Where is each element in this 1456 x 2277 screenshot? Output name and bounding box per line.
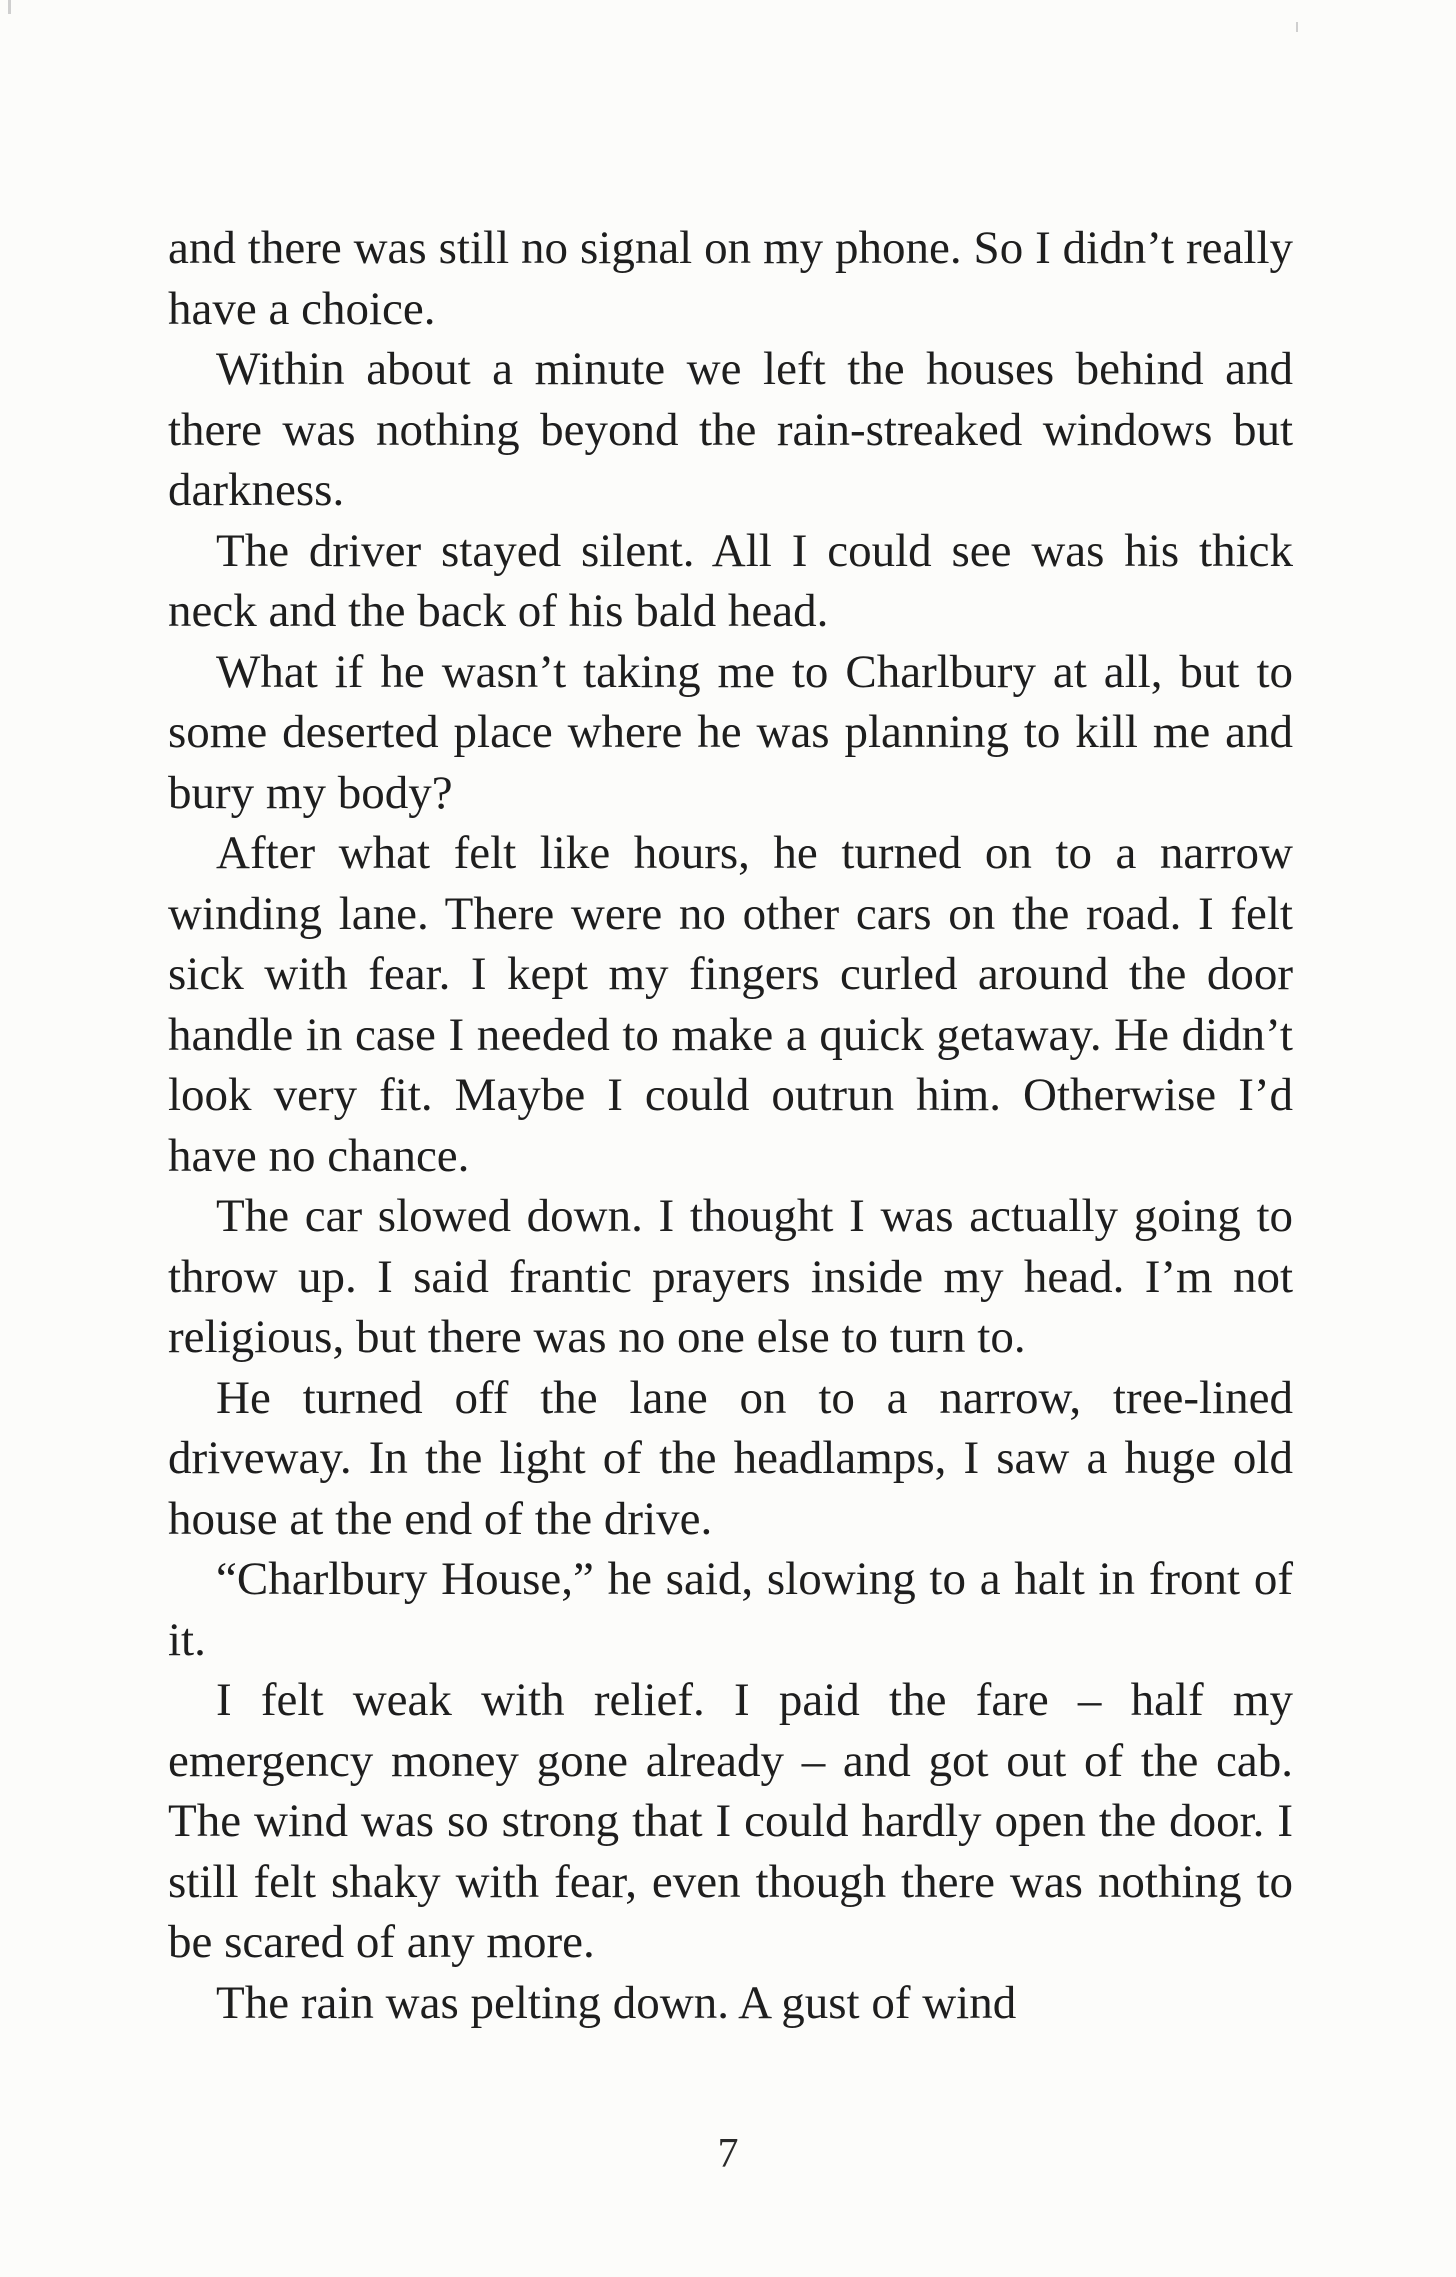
paragraph: After what felt like hours, he turned on to a narrow winding lane. There were no other cars on the road. I felt sick with fear. I kept my fingers curled around the door handle in case I needed to make a quick getaway. He didn’t look very fit. Maybe I could outrun him. Otherwise I’d have no chance. [168, 827, 1293, 1182]
page-number: 7 [717, 2131, 739, 2177]
paragraph: I felt weak with relief. I paid the fare – half my emergency money gone already – and got out of the cab. The wind was so strong that I could hardly open the door. I still felt shaky with fear, even though there was nothing to be scared of any more. [168, 1674, 1293, 1968]
paragraph: What if he wasn’t taking me to Charlbury at all, but to some deserted place where he was planning to kill me and bury my body? [168, 645, 1293, 819]
paragraph: He turned off the lane on to a narrow, tree-lined driveway. In the light of the headlamps, I saw a huge old house at the end of the drive. [168, 1371, 1293, 1545]
paragraph: Within about a minute we left the houses behind and there was nothing beyond the rain-streaked windows but darkness. [168, 343, 1293, 516]
paragraph: The driver stayed silent. All I could see was his thick neck and the back of his bald head. [168, 524, 1293, 637]
paragraph: “Charlbury House,” he said, slowing to a halt in front of it. [168, 1553, 1293, 1666]
paragraph: The car slowed down. I thought I was actually going to throw up. I said frantic prayers inside my head. I’m not religious, but there was no one else to turn to. [168, 1190, 1293, 1363]
body-text [168, 218, 1293, 2033]
paragraph: The rain was pelting down. A gust of wind [216, 1976, 1017, 2029]
paragraph: and there was still no signal on my phone. So I didn’t really have a choice. [168, 222, 1293, 335]
scan-speck [8, 0, 11, 14]
scan-speck [1296, 22, 1298, 32]
